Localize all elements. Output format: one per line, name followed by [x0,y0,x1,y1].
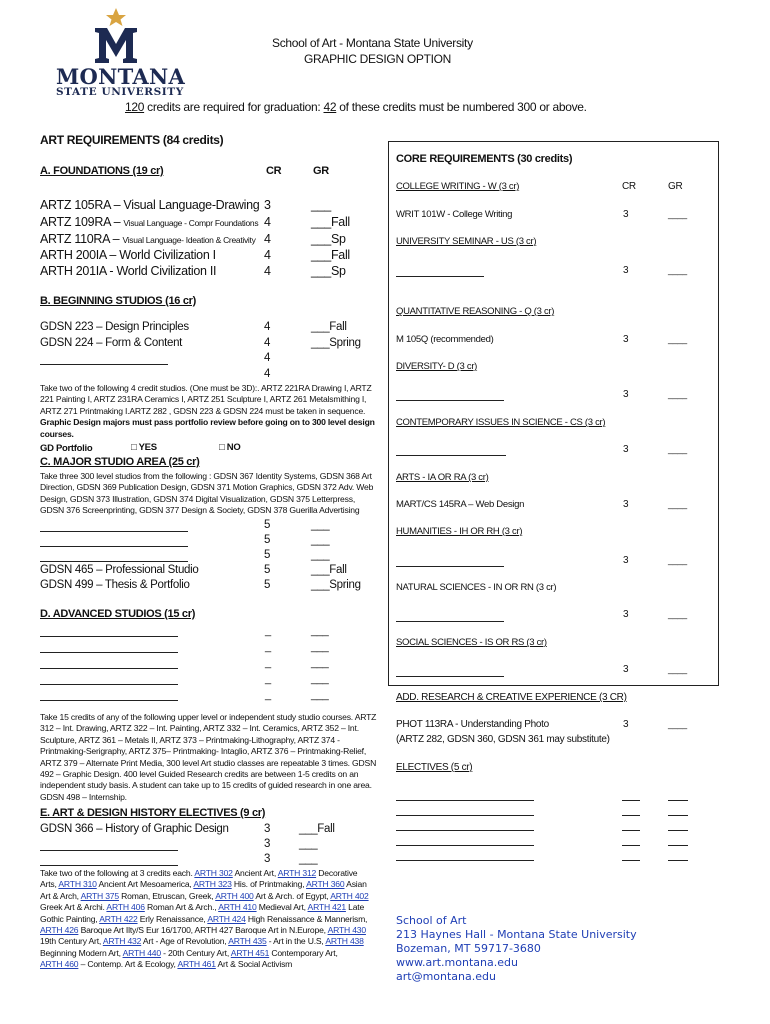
advanced-note-line: Sculpture, ARTZ 361 – Metals II, ARTZ 373 – Printmaking-Lithography, ARTZ 374 - [40,734,340,745]
history-cr: 3 [264,853,271,865]
course-gr[interactable]: ___Fall [311,321,347,333]
note-text: - Art in the U.S, [266,936,326,947]
logo-wordmark: MONTANA [56,64,186,89]
core-cr: 3 [623,334,629,345]
history-gr-blank[interactable]: ___ [299,838,318,850]
note-text: Gothic Painting, [40,913,100,924]
foundations-title: A. FOUNDATIONS (19 cr) [40,165,164,177]
history-gr-blank[interactable]: ___ [299,853,318,865]
core-quant-heading: QUANTITATIVE REASONING - Q (3 cr) [396,306,555,317]
course-code: ARTH 200IA – World Civilization I [40,248,216,262]
core-gr-blank[interactable]: ____ [668,265,687,275]
note-text: Take two of the following at 3 credits each. [40,868,195,878]
course-detail: Visual Language- Ideation & Creativity [122,235,256,245]
course-cr: 4 [264,264,271,278]
course-name: GDSN 223 – Design Principles [40,321,189,333]
course-cr: 5 [264,534,271,546]
history-title: E. ART & DESIGN HISTORY ELECTIVES (9 cr) [40,807,266,819]
beginning-note-line: ARTZ 271 Printmaking I.ARTZ 282 , GDSN 223 & GDSN 224 must be taken in sequence. [40,405,366,416]
core-diversity-heading: DIVERSITY- D (3 cr) [396,361,478,372]
major-note [40,471,385,517]
portfolio-yes-option[interactable] [131,442,157,453]
course-blank-line[interactable] [40,531,188,532]
course-link[interactable]: ARTH 406 [106,902,145,913]
history-blank-line[interactable] [40,865,178,866]
course-gr[interactable]: ___ [311,534,330,546]
note-text: Art & Social Activism [215,959,293,970]
core-writing-heading: COLLEGE WRITING - W (3 cr) [396,181,520,192]
portfolio-warning: Graphic Design majors must pass portfolio review before going on to 300 level design [40,417,375,428]
course-link[interactable]: ARTH 302 [194,868,233,878]
advanced-note-line: Take 15 credits of any of the following upper level or independent study studio courses. ARTZ [40,712,377,722]
course-link[interactable]: ARTH 360 [306,879,345,890]
footer-email[interactable]: art@montana.edu [396,970,496,983]
elective-gr-blank[interactable] [668,860,688,861]
course-link[interactable]: ARTH 438 [325,936,364,947]
elective-gr-blank[interactable] [668,830,688,831]
core-cr: 3 [623,389,629,400]
course-blank-line[interactable] [40,700,178,701]
history-note-line [40,925,385,936]
beginning-note-line: Take two of the following 4 credit studios. (One must be 3D):. ARTZ 221RA Drawing I, ARTZ [40,383,372,393]
beginning-note [40,383,385,440]
add-research-heading: ADD. RESEARCH & CREATIVE EXPERIENCE (3 CR) [396,692,627,703]
logo-subtitle: STATE UNIVERSITY [56,86,184,98]
history-cr: 3 [264,823,271,835]
core-cr: 3 [623,664,629,675]
major-note-line: Direction, GDSN 369 Publication Design, GDSN 371 Motion Graphics, GDSN 372 Adv. Web [40,482,374,493]
history-note-line [40,868,385,879]
note-text: Erly Renaissance, [137,913,208,924]
course-blank-line[interactable] [40,668,178,669]
course-gr[interactable]: ___ [311,549,330,561]
course-link[interactable]: ARTH 430 [327,925,366,936]
core-cr: 3 [623,209,629,220]
advanced-note [40,712,385,803]
course-link[interactable]: ARTH 451 [230,947,270,958]
note-text: Beginning Modern Art, [40,947,123,958]
course-code: ARTH 201IA - World Civilization II [40,264,217,278]
core-gr-blank[interactable]: ____ [668,664,687,674]
note-text: Ancient Art, [232,868,278,878]
course-gr[interactable]: ___Fall [311,248,350,262]
core-blank-line[interactable] [396,455,506,456]
note-text: Art - Age of Revolution, [141,936,229,947]
elective-blank-line[interactable] [396,830,534,831]
note-text: Roman, Etruscan, Greek, [118,890,216,901]
core-arts-course: MART/CS 145RA – Web Design [396,499,525,510]
note-text: Asian [344,879,367,890]
note-text: Arts, [40,879,59,890]
checkbox-icon[interactable]: □ [131,442,137,453]
course-cr: 4 [264,215,271,229]
elective-blank-line[interactable] [396,860,534,861]
course-cr-blank[interactable]: _ [265,641,271,653]
major-note-line: Take three 300 level studios from the following : GDSN 367 Identity Systems, GDSN 368 Art [40,471,372,481]
course-name: GDSN 465 – Professional Studio [40,564,199,576]
advanced-note-line: 312 – Int. Drawing, ARTZ 322 – Int. Painting, ARTZ 332 – Int. Ceramics, ARTZ 352 – Int. [40,723,359,734]
advanced-title: D. ADVANCED STUDIOS (15 cr) [40,608,196,620]
course-gr[interactable]: ___Fall [311,215,350,229]
yes-label: YES [138,442,157,453]
core-gr-blank[interactable]: ____ [668,209,687,219]
note-text: Decorative [316,868,358,878]
note-text: Art & Arch, [40,890,81,901]
course-blank-line[interactable] [40,652,178,653]
course-blank-line[interactable] [40,364,168,365]
core-cr: 3 [623,499,629,510]
course-link[interactable]: ARTH 421 [307,902,346,913]
course-link[interactable]: ARTH 440 [122,947,161,958]
beginning-title: B. BEGINNING STUDIOS (16 cr) [40,295,197,307]
core-gr-blank[interactable]: ____ [668,389,687,399]
note-text: Greek Art & Archi. [40,902,107,913]
elective-gr-blank[interactable] [668,815,688,816]
core-blank-line[interactable] [396,400,504,401]
course-link[interactable]: ARTH 323 [193,879,232,890]
core-cr: 3 [623,609,629,620]
core-blank-line[interactable] [396,276,484,277]
phot-course: PHOT 113RA - Understanding Photo [396,719,549,730]
course-link[interactable]: ARTH 426 [40,925,79,936]
history-note-line [40,902,385,913]
course-cr: 5 [264,519,271,531]
note-text: Contemporary Art, [269,947,338,958]
portfolio-no-option[interactable] [219,442,240,453]
footer-city: Bozeman, MT 59717-3680 [396,942,541,955]
history-course: GDSN 366 – History of Graphic Design [40,823,229,835]
core-cr: 3 [623,555,629,566]
course-blank-line[interactable] [40,546,188,547]
footer-website[interactable]: www.art.montana.edu [396,956,518,969]
footer-school: School of Art [396,914,467,927]
course-link[interactable]: ARTH 461 [177,959,216,970]
core-blank-line[interactable] [396,676,504,677]
core-cr-header: CR [622,181,636,192]
course-name: GDSN 499 – Thesis & Portfolio [40,579,190,591]
elective-gr-blank[interactable] [668,800,688,801]
major-note-line: Design, GDSN 373 Illustration, GDSN 374 Digital Visualization, GDSN 375 Letterpress, [40,493,356,504]
history-note-line [40,959,385,970]
course-link[interactable]: ARTH 422 [99,913,138,924]
credits-upper: 42 [323,100,337,114]
course-link[interactable]: ARTH 410 [218,902,257,913]
core-writing-course: WRIT 101W - College Writing [396,209,513,220]
course-cr: 3 [264,198,271,212]
course-link[interactable]: ARTH 310 [58,879,97,890]
gd-portfolio-label: GD Portfolio [40,443,93,454]
core-social-heading: SOCIAL SCIENCES - IS OR RS (3 cr) [396,637,547,648]
course-gr[interactable]: ___Sp [311,264,346,278]
course-gr[interactable]: ___Fall [311,564,347,576]
history-gr[interactable]: ___Fall [299,823,335,835]
note-text: - 20th Century Art, [160,947,231,958]
course-link[interactable]: ARTH 460 [40,959,79,970]
credits-total: 120 [125,100,145,114]
course-gr[interactable]: ___Sp [311,232,346,246]
core-blank-line[interactable] [396,621,504,622]
core-cr: 3 [623,265,629,276]
elective-gr-blank[interactable] [668,845,688,846]
note-text: Baroque Art Ilty/S Eur 16/1700, ARTH 427 Baroque Art in N.Europe, [78,925,328,936]
course-gr-blank[interactable]: ___ [311,641,329,653]
foundations-cr-header: CR [266,165,282,177]
core-cr: 3 [623,719,629,730]
course-cr: 4 [264,248,271,262]
course-name [40,198,259,212]
header-option: GRAPHIC DESIGN OPTION [304,52,452,66]
elective-cr-blank[interactable] [622,815,640,816]
course-detail: Visual Language - Compr Foundations [123,218,259,228]
course-blank-line[interactable] [40,684,178,685]
beginning-note-line: 221 Painting I, ARTZ 231RA Ceramics I, ARTZ 251 Sculpture I, ARTZ 261 Metalsmithing I, [40,394,367,405]
course-gr[interactable]: ___Spring [311,337,361,349]
course-cr: 5 [264,564,271,576]
history-cr: 3 [264,838,271,850]
core-cr: 3 [623,444,629,455]
history-note-line [40,891,385,902]
course-code: ARTZ 105RA – Visual Language-Drawing [40,198,260,212]
advanced-note-line: independent study basis. A student can take up to 15 credits of guided research in one area. [40,780,372,791]
elective-cr-blank[interactable] [622,860,640,861]
advanced-note-line: 492 – Graphic Design. 400 level Guided Research credits are between 1-5 credits on an [40,769,359,780]
course-cr-blank[interactable]: _ [265,657,271,669]
note-text: Ancient Art Mesoamerica, [96,879,194,890]
advanced-note-line: Printmaking-Serigraphy, ARTZ 375– Printmaking- Intaglio, ARTZ 376 – Printmaking-Relief, [40,746,367,757]
credits-statement [125,100,587,114]
msu-m-logo-icon [93,8,139,64]
course-gr-blank[interactable]: ___ [311,657,329,669]
credits-text-2: of these credits must be numbered 300 or above. [336,100,587,114]
course-gr-blank[interactable]: ___ [311,673,329,685]
major-title: C. MAJOR STUDIO AREA (25 cr) [40,456,200,468]
core-quant-course: M 105Q (recommended) [396,334,494,345]
history-note-line [40,879,385,890]
course-code: ARTZ 110RA – [40,232,123,246]
core-contemp-heading: CONTEMPORARY ISSUES IN SCIENCE - CS (3 cr) [396,417,606,428]
foundations-gr-header: GR [313,165,329,177]
no-label: NO [226,442,241,453]
course-gr-blank[interactable]: ___ [311,625,329,637]
note-text: – Contemp. Art & Ecology, [78,959,178,970]
course-code: ARTZ 109RA – [40,215,124,229]
note-text: Roman Art & Arch., [144,902,219,913]
course-name [40,215,258,229]
footer-address: 213 Haynes Hall - Montana State University [396,928,637,941]
core-arts-heading: ARTS - IA OR RA (3 cr) [396,472,489,483]
core-title: CORE REQUIREMENTS (30 credits) [396,153,573,165]
course-cr: 4 [264,232,271,246]
contact-block [396,914,637,984]
core-gr-header: GR [668,181,683,192]
course-gr-blank[interactable]: ___ [311,689,329,701]
course-cr: 4 [264,321,271,333]
note-text: 19th Century Art, [40,936,103,947]
core-gr-blank[interactable]: ____ [668,444,687,454]
course-gr[interactable]: ___Spring [311,579,361,591]
elective-blank-line[interactable] [396,800,534,801]
electives-heading: ELECTIVES (5 cr) [396,762,473,773]
portfolio-warning: courses. [40,428,74,439]
course-blank-line[interactable] [40,636,178,637]
course-cr-blank[interactable]: _ [265,625,271,637]
phot-substitute: (ARTZ 282, GDSN 360, GDSN 361 may substitute) [396,734,610,745]
history-note-line [40,948,385,959]
course-link[interactable]: ARTH 402 [330,890,369,901]
note-text: Medieval Art, [256,902,308,913]
course-name [40,248,216,262]
elective-cr-blank[interactable] [622,845,640,846]
course-cr-blank[interactable]: _ [265,689,271,701]
major-note-line: GDSN 376 Screenprinting, GDSN 377 Design & Society, GDSN 378 Guerilla Advertising [40,505,360,516]
history-note [40,868,385,971]
course-cr-blank[interactable]: _ [265,673,271,685]
history-note-line [40,914,385,925]
course-link[interactable]: ARTH 400 [215,890,254,901]
course-name [40,232,256,246]
note-text: Late [345,902,365,913]
history-note-line [40,936,385,947]
course-cr: 4 [264,368,271,380]
course-link[interactable]: ARTH 435 [228,936,267,947]
advanced-note-line: GDSN 498 – Internship. [40,791,127,802]
core-blank-line[interactable] [396,566,504,567]
core-gr-blank[interactable]: ____ [668,555,687,565]
core-gr-blank[interactable]: ____ [668,609,687,619]
core-humanities-heading: HUMANITIES - IH OR RH (3 cr) [396,526,523,537]
course-gr[interactable]: ___ [311,519,330,531]
note-text: High Renaissance & Mannerism, [245,913,368,924]
course-cr: 4 [264,337,271,349]
core-seminar-heading: UNIVERSITY SEMINAR - US (3 cr) [396,236,537,247]
course-cr: 5 [264,579,271,591]
core-gr-blank[interactable]: ____ [668,334,687,344]
course-cr: 4 [264,352,271,364]
course-gr[interactable]: ___ [311,198,331,212]
course-blank-line[interactable] [40,561,188,562]
note-text: Art & Arch. of Egypt, [253,890,331,901]
course-link[interactable]: ARTH 312 [277,868,317,878]
course-cr: 5 [264,549,271,561]
elective-blank-line[interactable] [396,815,534,816]
core-gr-blank[interactable]: ____ [668,719,687,729]
course-link[interactable]: ARTH 432 [102,936,142,947]
art-requirements-title: ART REQUIREMENTS (84 credits) [40,133,224,147]
elective-blank-line[interactable] [396,845,534,846]
elective-cr-blank[interactable] [622,800,640,801]
history-blank-line[interactable] [40,850,178,851]
course-name [40,264,216,278]
note-text: His. of Printmaking, [231,879,307,890]
course-link[interactable]: ARTH 375 [80,890,119,901]
checkbox-icon[interactable]: □ [219,442,225,453]
elective-cr-blank[interactable] [622,830,640,831]
header-school: School of Art - Montana State University [272,36,473,50]
advanced-note-line: ARTZ 379 – Alternate Print Media, 300 level Art studio classes are repeatable 3 times. GDSN [40,757,377,768]
course-name: GDSN 224 – Form & Content [40,337,183,349]
core-gr-blank[interactable]: ____ [668,499,687,509]
credits-text: credits are required for graduation: [144,100,324,114]
core-requirements-box [388,141,719,686]
course-link[interactable]: ARTH 424 [207,913,246,924]
core-natural-heading: NATURAL SCIENCES - IN OR RN (3 cr) [396,582,557,593]
